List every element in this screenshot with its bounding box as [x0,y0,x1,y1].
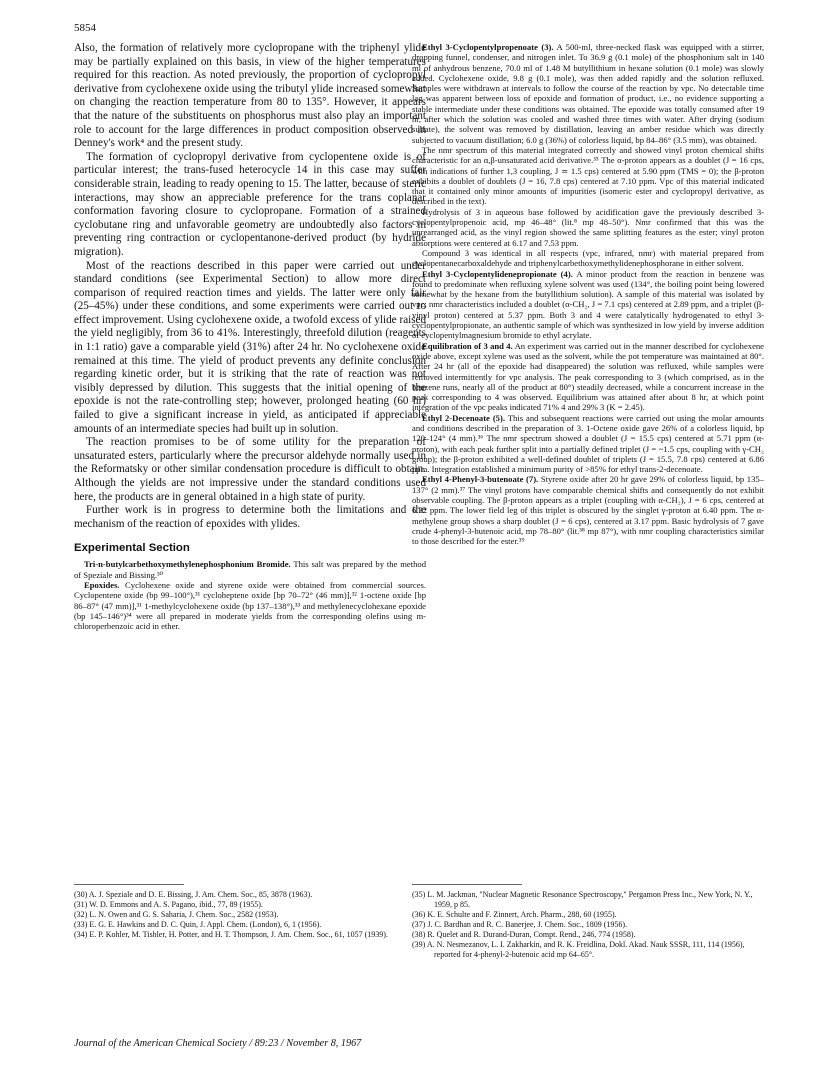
experimental-section-heading: Experimental Section [74,542,190,555]
footnote: (33) E. G. E. Hawkins and D. C. Quin, J. Appl. Chem. (London), 6, 1 (1956). [74,920,322,929]
body-paragraph: Most of the reactions described in this paper were carried out under standard conditions (see Experimental Section) to allow more direct comparison of required reaction times and yields. The latter were only fair (25–45%) under these conditions, and some experiments were carried out to effect improvement. Using cyclohexene oxide, a twofold excess of ylide raised the yield negligibly, from 36 to 41%. Interestingly, threefold dilution (reagents in 1:1 ratio) gave a comparable yield (31%) after 24 hr. No cyclohexene oxide remained at this time. The yield of product prevents any definite conclusion regarding kinetic order, but it is striking that the rate of reaction was not visibly depressed by dilution. This suggests that the initial opening of the epoxide is not the rate-controlling step; however, prolonged heating (60 hr) failed to give a significant increase in yield, as anticipated if appreciable amounts of an intermediate species had built up in solution. [74,259,426,435]
paragraph-text: The nmr spectrum of this material integrated correctly and showed vinyl proton chemical shifts characteristic for an α,β-unsaturated acid derivative.³⁵ The α-proton appears as a doublet (J = 16 cps, with indications of further 1,3 coupling, J ≃ 1.5 cps) centered at 5.90 ppm (TMS = 0); the β-proton exhibits a doublet of doublets (J = 16, 7.8 cps) centered at 7.10 ppm. Vpc of this material indicated that it contained only minor amounts of impurities (isomeric ester and cyclopropyl derivative, as described in the text). [412,144,764,207]
experimental-paragraph [412,269,764,341]
paragraph-text: A minor product from the reaction in benzene was found to predominate when refluxing xylene solvent was used (134°, the boiling point being lowered somewhat by the hexane from the butyllithium solution). A sample of this material was isolated by vpc; nmr characteristics included a doublet (α-CH₂, J = 7.1 cps) centered at 2.89 ppm, and a triplet (β-vinyl proton) centered at 5.37 ppm. Both 3 and 4 were catalytically hydrogenated to ethyl 3-cyclopentylpropionate, an authentic sample of which was synthesized in low yield by inverse addition of cyclopentylmagnesium bromide to ethyl acrylate. [412,268,764,341]
body-paragraph: The formation of cyclopropyl derivative from cyclopentene oxide is of particular interest; the trans-fused heterocycle 14 in this case may suffer considerable strain, leading to ready opening to 15. The latter, because of steric interactions, may show an appreciable preference for the trans coplanar conformation favoring closure to cyclopropane. Formation of a strained cyclobutane ring and unfavorable geometry are undoubtedly also factors in preventing ring contraction or cyclopentanone-derived product (by hydride migration). [74,150,426,258]
paragraph-text: This salt was prepared by the method of Speziale and Bissing.³⁰ [74,559,426,580]
paragraph-text: An experiment was carried out in the manner described for cyclohexene oxide above, except xylene was used as the solvent, while the pot temperature was maintained at 80°. After 24 hr (all of the epoxide had disappeared) the solution was refluxed, while samples were removed intermittently for vpc analysis. The peak corresponding to 3 (which comprised, as in the benzene runs, nearly all of the product at 80°) steadily decreased, while a concurrent increase in the peak corresponding to 4 was observed. Equilibrium was attained after about 8 hr, at which point integration of the vpc peaks indicated 71% 4 and 29% 3 (K = 2.45). [412,340,764,413]
paragraph-text: Hydrolysis of 3 in aqueous base followed by acidification gave the previously described 3-cyclopentylpropenoic acid, mp 46–48° (lit.⁸ mp 48–50°). Nmr confirmed that this was the unrearranged acid, as the vinyl region showed the same splitting features as the ester; vinyl proton absorptions were centered at 6.17 and 7.53 ppm. [412,206,764,248]
body-paragraph: Also, the formation of relatively more cyclopropane with the triphenyl ylide may be partially explained on this basis, in view of the higher temperatures required for this reaction. As noted previously, the proportion of cyclopropyl derivative from cyclohexene oxide using the tributyl ylide increased somewhat on changing the reaction temperature from 80 to 135°. However, it appears that the nature of the substituents on phosphorus must also play an important role to account for the large differences in product composition observed in Denney's work⁴ and the present study. [74,42,426,150]
footnote: (35) L. M. Jackman, "Nuclear Magnetic Resonance Spectroscopy," Pergamon Press Inc., New York, N. Y., 1959, p 85. [412,890,753,909]
page-number: 5854 [74,22,96,34]
paragraph-run-in-heading: Ethyl 2-Decenoate (5). [422,412,505,423]
experimental-paragraph [412,248,764,269]
footnote: (32) L. N. Owen and G. S. Saharia, J. Chem. Soc., 2582 (1953). [74,910,279,919]
paragraph-run-in-heading: Ethyl 3-Cyclopentylidenepropionate (4). [422,268,573,279]
body-paragraph: Further work is in progress to determine both the limitations and the mechanism of the reaction of epoxides with ylides. [74,504,426,530]
footnote: (30) A. J. Speziale and D. E. Bissing, J. Am. Chem. Soc., 85, 3878 (1963). [74,890,313,899]
footnote-divider [74,884,184,885]
paragraph-text: Cyclohexene oxide and styrene oxide were obtained from commercial sources. Cyclopentene oxide (bp 99–100°),³¹ cycloheptene oxide [bp 70–72° (46 mm)],³² 1-octene oxide [bp 86–87° (47 mm)],³¹ 1-methylcyclohexene oxide (bp 137–138°),³³ and methylenecyclohexane epoxide (bp 145–146°)³⁴ were all prepared in moderate yields from the corresponding olefins using m-chloroperbenzoic acid in ether. [74,579,426,632]
paragraph-run-in-heading: Epoxides. [84,579,120,590]
paragraph-run-in-heading: Ethyl 3-Cyclopentylpropenoate (3). [422,42,554,52]
left-column [74,42,426,631]
experimental-paragraph [412,207,764,248]
paragraph-run-in-heading: Ethyl 4-Phenyl-3-butenoate (7). [422,474,539,485]
paragraph-text: A 500-ml, three-necked flask was equipped with a stirrer, dropping funnel, condenser, and nitrogen inlet. To 36.9 g (0.1 mole) of the phosphonium salt in 140 ml of anhydrous benzene, 70.0 ml of 1.48 M butyllithium in hexane solution (0.1 mole) was slowly added. Cyclohexene oxide, 9.8 g (0.1 mole), was then added rapidly and the solution refluxed. Samples were withdrawn at intervals to follow the course of the reaction by vpc. No detectable time lag was apparent between loss of epoxide and formation of product, i.e., no evidence supporting a stable intermediate under these conditions was obtained. The epoxide was totally consumed after 19 hr, after which the solution was cooled and washed three times with water. After drying (sodium sulfate), the solvent was removed by distillation, leaving an amber residue which was directly subjected to vacuum distillation; 6.0 g (36%) of colorless liquid, bp 84–86° (3.5 mm), was obtained. [412,42,764,145]
paragraph-text: This and subsequent reactions were carried out using the molar amounts and conditions described in the preparation of 3. 1-Octene oxide gave 26% of a colorless liquid, bp 120–124° (4 mm).³⁶ The nmr spectrum showed a doublet (J = 15.5 cps) centered at 5.71 ppm (α-proton), with each peak further split into a partially defined triplet (J = ~1.5 cps, coupling with γ-CH₂ group); the β-proton exhibited a well-defined doublet of triplets (J = 15.5, 7.8 cps) centered at 6.86 ppm. Integration established a minimum purity of >85% for ethyl trans-2-decenoate. [412,412,764,475]
experimental-paragraph [412,145,764,207]
body-paragraph: The reaction promises to be of some utility for the preparation of unsaturated esters, particularly where the precursor aldehyde normally used in the Reformatsky or other similar condensation procedure is difficult to obtain. Although the yields are not impressive under the standard conditions used here, the products are in general obtained in a high state of purity. [74,436,426,503]
paragraph-text: Compound 3 was identical in all respects (vpc, infrared, nmr) with material prepared from cyclopentanecarboxaldehyde and triphenylcarbethoxymethylidenephosphorane in either solvent. [412,247,764,269]
experimental-paragraph [412,42,764,145]
experimental-paragraph [74,559,426,580]
paragraph-run-in-heading: Equilibration of 3 and 4. [422,340,513,351]
footnote: (37) J. C. Bardhan and R. C. Banerjee, J. Chem. Soc., 1809 (1956). [412,920,628,929]
footnote: (39) A. N. Nesmezanov, L. I. Zakharkin, and R. K. Freidlina, Dokl. Akad. Nauk SSSR, 111, 114 (1956), reported for 4-phenyl-2-butenoic acid mp 64–65°. [412,940,745,959]
footnotes-left [74,890,426,940]
journal-footer: Journal of the American Chemical Society / 89:23 / November 8, 1967 [74,1038,362,1049]
footnote-divider [412,884,522,885]
experimental-paragraph [412,413,764,475]
experimental-paragraph [74,580,426,631]
experimental-paragraph [412,474,764,546]
footnote: (34) E. P. Kohler, M. Tishler, H. Potter, and H. T. Thompson, J. Am. Chem. Soc., 61, 1057 (1939). [74,930,388,939]
right-column [412,42,764,547]
footnote: (38) R. Quelet and R. Durand-Duran, Compt. Rend., 246, 774 (1958). [412,930,636,939]
paragraph-text: Styrene oxide after 20 hr gave 29% of colorless liquid, bp 135–137° (2 mm).³⁷ The vinyl protons have comparable chemical shifts and consequently do not exhibit observable coupling. The β-proton appears as a triplet (coupling with α-CH₂), J = 6 cps, centered at 6.32 ppm. The lower field leg of this triplet is obscured by the singlet γ-proton at 6.40 ppm. The α-methylene group shows a sharp doublet (J = 6 cps), centered at 3.17 ppm. Basic hydrolysis of 7 gave crude 4-phenyl-3-butenoic acid, mp 78–80° (lit.³⁸ mp 87°), with nmr coupling characteristics similar to those described for the ester.³⁹ [412,474,764,547]
footnotes-right [412,890,764,960]
footnote: (36) K. E. Schulte and F. Zinnert, Arch. Pharm., 288, 60 (1955). [412,910,617,919]
footnote: (31) W. D. Emmons and A. S. Pagano, ibid., 77, 89 (1955). [74,900,263,909]
paragraph-run-in-heading: Tri-n-butylcarbethoxymethylenephosphonium Bromide. [84,559,291,570]
experimental-paragraph [412,341,764,413]
